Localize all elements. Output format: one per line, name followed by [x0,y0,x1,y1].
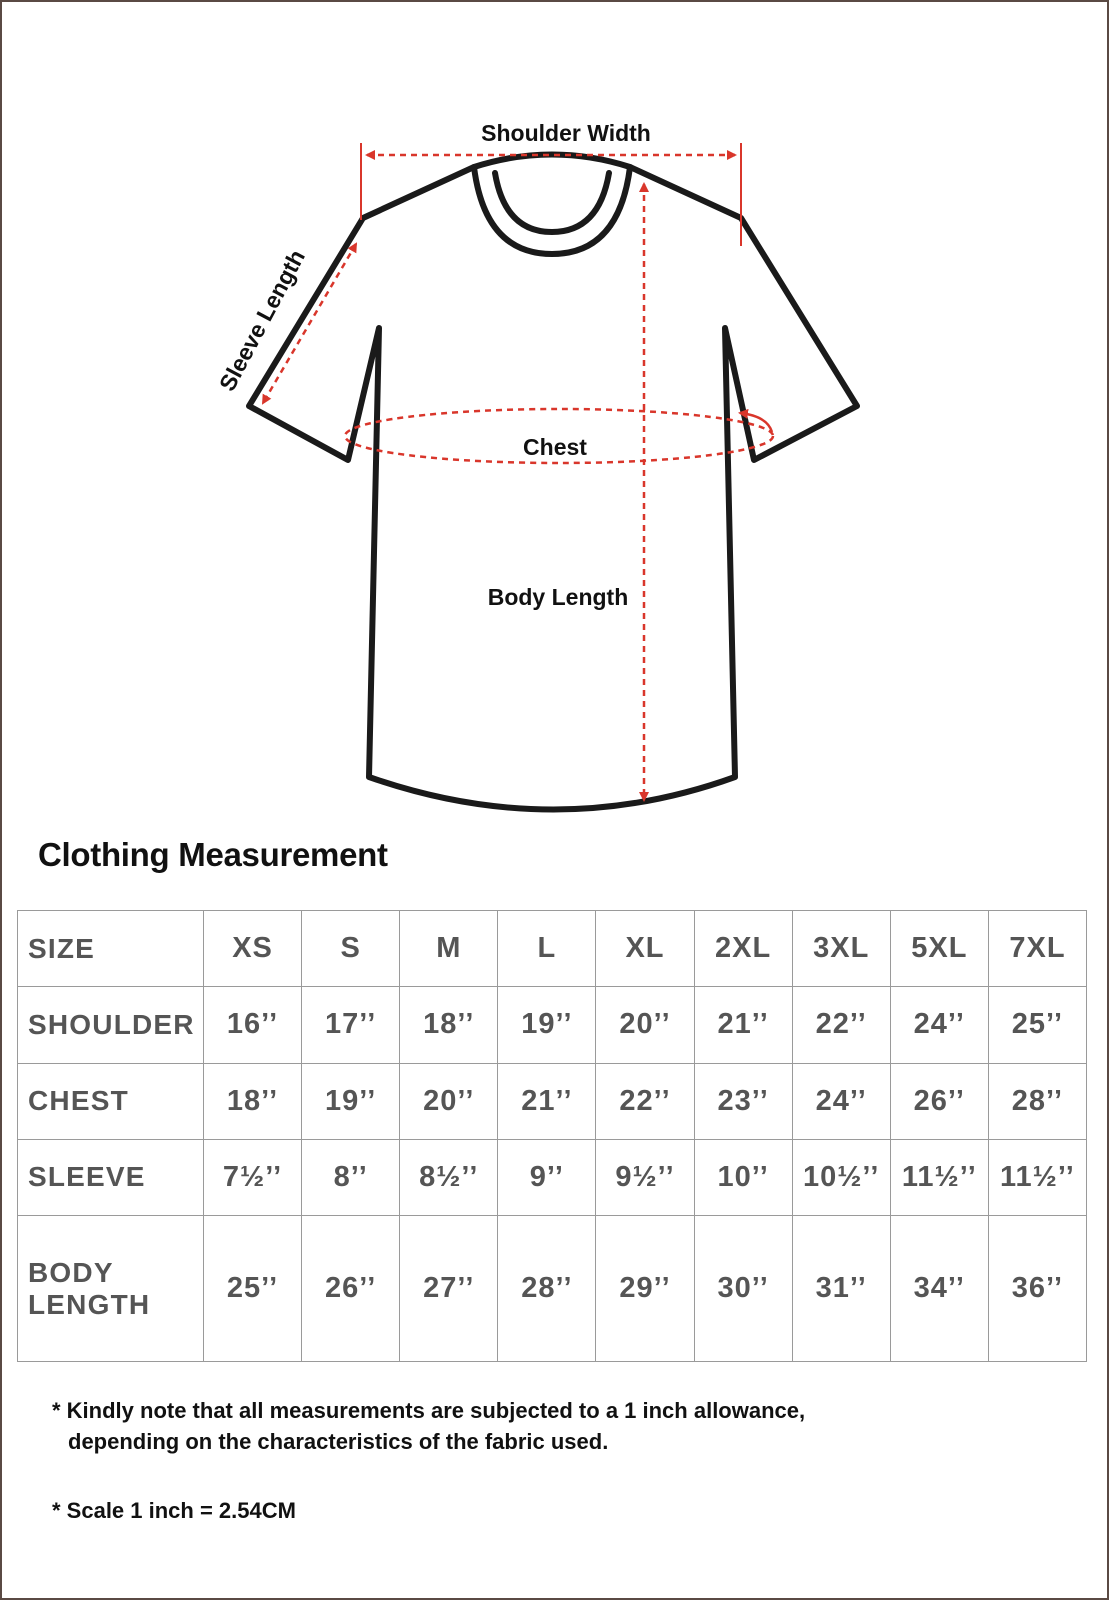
table-cell: 18’’ [204,1063,302,1139]
table-cell: 9½’’ [596,1139,694,1215]
table-header-cell: XL [596,911,694,987]
table-cell: 31’’ [792,1216,890,1362]
table-cell: 26’’ [890,1063,988,1139]
table-cell: 11½’’ [890,1139,988,1215]
allowance-note-line1: * Kindly note that all measurements are subjected to a 1 inch allowance, [52,1398,806,1423]
table-cell: 17’’ [302,987,400,1063]
table-cell: 20’’ [596,987,694,1063]
table-cell: 19’’ [302,1063,400,1139]
table-cell: 8½’’ [400,1139,498,1215]
sleeve-length-label: Sleeve Length [213,245,311,396]
table-cell: 18’’ [400,987,498,1063]
table-row [18,1139,1087,1215]
table-cell: 10’’ [694,1139,792,1215]
table-header-row [18,911,1087,987]
scale-note: * Scale 1 inch = 2.54CM [52,1498,296,1523]
table-cell: 10½’’ [792,1139,890,1215]
table-cell: 28’’ [498,1216,596,1362]
table-cell: 9’’ [498,1139,596,1215]
body-length-label: Body Length [487,584,629,610]
chest-label: Chest [523,434,587,460]
row-label: CHEST [18,1063,204,1139]
table-cell: 36’’ [988,1216,1086,1362]
measurement-guides [263,143,773,800]
table-row [18,1216,1087,1362]
table-cell: 16’’ [204,987,302,1063]
table-cell: 21’’ [498,1063,596,1139]
allowance-note-line2: depending on the characteristics of the fabric used. [68,1429,609,1454]
tshirt-measurement-diagram [2,2,1109,832]
size-table [17,910,1087,1362]
table-header-cell: 3XL [792,911,890,987]
allowance-note [52,1395,805,1457]
table-cell: 23’’ [694,1063,792,1139]
table-header-cell: XS [204,911,302,987]
table-row [18,987,1087,1063]
table-cell: 22’’ [596,1063,694,1139]
table-cell: 29’’ [596,1216,694,1362]
table-cell: 30’’ [694,1216,792,1362]
table-cell: 25’’ [988,987,1086,1063]
table-cell: 26’’ [302,1216,400,1362]
table-cell: 21’’ [694,987,792,1063]
table-header-cell: S [302,911,400,987]
table-cell: 25’’ [204,1216,302,1362]
table-cell: 11½’’ [988,1139,1086,1215]
table-cell: 24’’ [792,1063,890,1139]
table-header-cell: SIZE [18,911,204,987]
table-cell: 22’’ [792,987,890,1063]
table-cell: 19’’ [498,987,596,1063]
table-cell: 24’’ [890,987,988,1063]
tshirt-outline [249,155,857,810]
table-row [18,1063,1087,1139]
table-cell: 34’’ [890,1216,988,1362]
table-header-cell: 7XL [988,911,1086,987]
row-label: BODY LENGTH [18,1216,204,1362]
section-title: Clothing Measurement [38,836,388,873]
table-header-cell: L [498,911,596,987]
table-cell: 8’’ [302,1139,400,1215]
row-label: SHOULDER [18,987,204,1063]
table-cell: 7½’’ [204,1139,302,1215]
table-header-cell: M [400,911,498,987]
table-header-cell: 5XL [890,911,988,987]
table-cell: 27’’ [400,1216,498,1362]
table-cell: 28’’ [988,1063,1086,1139]
table-header-cell: 2XL [694,911,792,987]
shoulder-width-label: Shoulder Width [481,120,651,146]
row-label: SLEEVE [18,1139,204,1215]
table-cell: 20’’ [400,1063,498,1139]
